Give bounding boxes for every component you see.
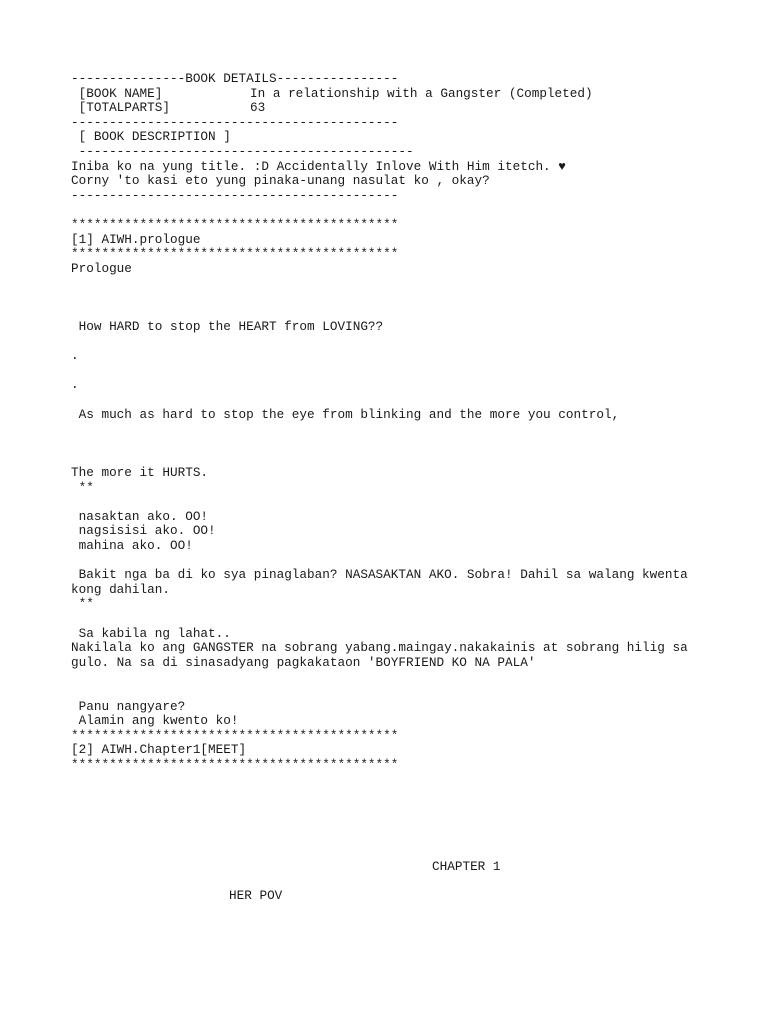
asterisk-divider: ******************************************* xyxy=(71,216,399,232)
prologue-line: nagsisisi ako. OO! xyxy=(71,523,216,539)
prologue-line: nasaktan ako. OO! xyxy=(71,508,209,524)
prologue-line: How HARD to stop the HEART from LOVING?? xyxy=(71,319,384,335)
prologue-line: . xyxy=(71,377,79,393)
blank-line xyxy=(71,831,711,846)
blank-line xyxy=(71,393,711,408)
description-header: [ BOOK DESCRIPTION ] xyxy=(71,129,231,145)
book-name-label: [BOOK NAME] xyxy=(71,85,163,101)
asterisk-divider: ******************************************* xyxy=(71,727,399,743)
blank-line xyxy=(71,816,711,831)
prologue-line: Panu nangyare? xyxy=(71,698,186,714)
blank-line xyxy=(71,437,711,452)
chapter-title: [2] AIWH.Chapter1[MEET] xyxy=(71,742,247,758)
chapter-heading-text: CHAPTER 1 xyxy=(432,859,501,875)
description-line: Corny 'to kasi eto yung pinaka-unang nasulat ko , okay? xyxy=(71,173,490,189)
total-parts-row xyxy=(71,101,711,116)
blank-line xyxy=(71,802,711,817)
blank-line xyxy=(71,612,711,627)
blank-line xyxy=(71,495,711,510)
blank-line xyxy=(71,554,711,569)
blank-line xyxy=(71,670,711,685)
prologue-paragraph: Nakilala ko ang GANGSTER na sobrang yabang.maingay.nakakainis at sobrang hilig sa gulo. Na sa di sinasadyang pagkakataon 'BOYFRIEND KO NA PALA' xyxy=(71,640,696,670)
prologue-paragraph: Bakit nga ba di ko sya pinaglaban? NASASAKTAN AKO. Sobra! Dahil sa walang kwenta kong dahilan. xyxy=(71,567,696,597)
blank-line xyxy=(71,364,711,379)
asterisk-divider: ******************************************* xyxy=(71,756,399,772)
blank-line xyxy=(71,276,711,291)
blank-line xyxy=(71,845,711,860)
blank-line xyxy=(71,685,711,700)
description-separator: -------------------------------------------- xyxy=(71,143,414,159)
prologue-line: ** xyxy=(71,479,94,495)
total-parts-value: 63 xyxy=(250,100,266,116)
asterisk-divider: ******************************************* xyxy=(71,246,399,262)
chapter-title: [1] AIWH.prologue xyxy=(71,231,201,247)
pov-heading xyxy=(71,889,711,904)
blank-line xyxy=(71,773,711,788)
prologue-line: As much as hard to stop the eye from blinking and the more you control, xyxy=(71,406,620,422)
separator-line: ------------------------------------------- xyxy=(71,187,399,203)
separator-line: ------------------------------------------- xyxy=(71,114,399,130)
blank-line xyxy=(71,203,711,218)
chapter-heading xyxy=(71,860,711,875)
blank-line xyxy=(71,422,711,437)
blank-line xyxy=(71,451,711,466)
pov-heading-text: HER POV xyxy=(229,888,283,904)
prologue-line: ** xyxy=(71,596,94,612)
description-line: Iniba ko na yung title. :D Accidentally Inlove With Him itetch. ♥ xyxy=(71,158,566,174)
prologue-line: Sa kabila ng lahat.. xyxy=(71,625,231,641)
total-parts-label: [TOTALPARTS] xyxy=(71,100,170,116)
blank-line xyxy=(71,306,711,321)
book-details-header: ---------------BOOK DETAILS---------------- xyxy=(71,71,399,86)
blank-line xyxy=(71,335,711,350)
prologue-heading: Prologue xyxy=(71,260,132,276)
prologue-line: The more it HURTS. xyxy=(71,465,209,481)
prologue-line: Alamin ang kwento ko! xyxy=(71,713,239,729)
blank-line xyxy=(71,875,711,890)
prologue-line: . xyxy=(71,348,79,364)
book-name-row xyxy=(71,87,711,102)
blank-line xyxy=(71,291,711,306)
prologue-line: mahina ako. OO! xyxy=(71,538,193,553)
document-body xyxy=(71,72,711,904)
blank-line xyxy=(71,787,711,802)
book-name-value: In a relationship with a Gangster (Completed) xyxy=(250,85,593,101)
